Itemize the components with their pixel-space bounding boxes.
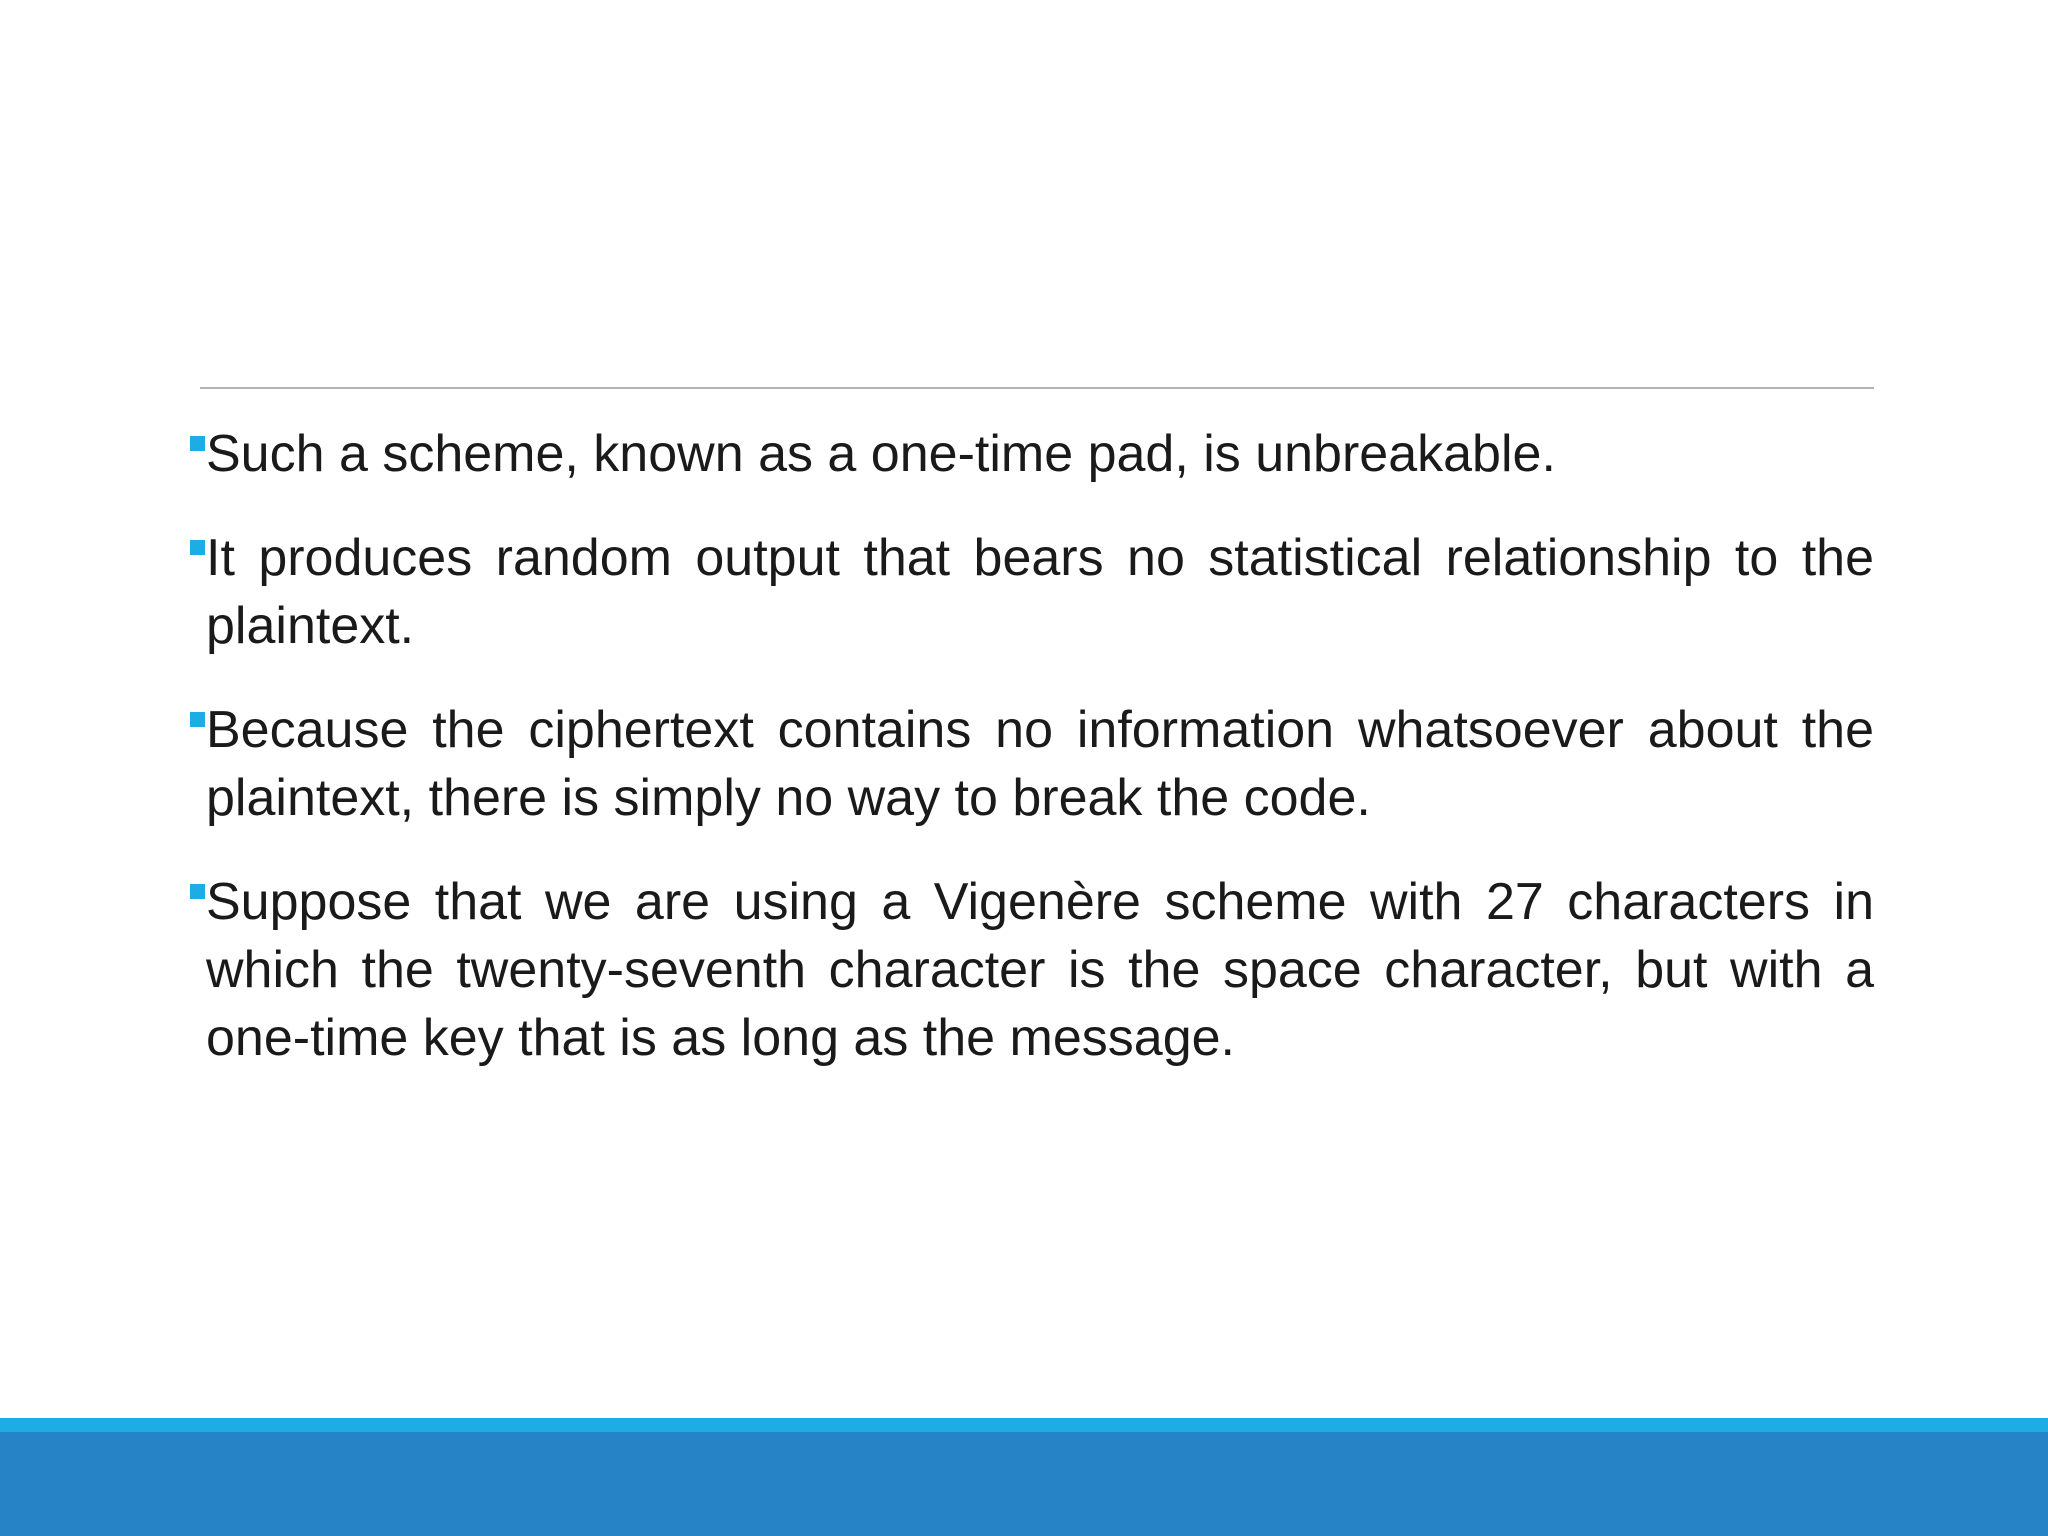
bullet-text-3: Because the ciphertext contains no information whatsoever about the plaintext, there is simply no way to break the code. <box>206 701 1874 827</box>
square-bullet-icon <box>190 712 205 727</box>
bullet-item-1 <box>188 420 1874 488</box>
title-divider <box>200 387 1874 389</box>
bullet-item-2 <box>188 524 1874 660</box>
bullet-text-2: It produces random output that bears no statistical relationship to the plaintext. <box>206 529 1874 655</box>
bullet-text-1: Such a scheme, known as a one-time pad, is unbreakable. <box>206 425 1556 483</box>
footer-band <box>0 1418 2048 1536</box>
bullet-item-3 <box>188 696 1874 832</box>
footer-accent-stripe <box>0 1418 2048 1432</box>
square-bullet-icon <box>190 436 205 451</box>
square-bullet-icon <box>190 884 205 899</box>
bullet-item-4 <box>188 868 1874 1072</box>
square-bullet-icon <box>190 540 205 555</box>
bullet-text-4: Suppose that we are using a Vigenère scheme with 27 characters in which the twenty-seventh character is the space character, but with a one-time key that is as long as the message. <box>206 873 1874 1067</box>
bullet-list <box>188 420 1874 1108</box>
